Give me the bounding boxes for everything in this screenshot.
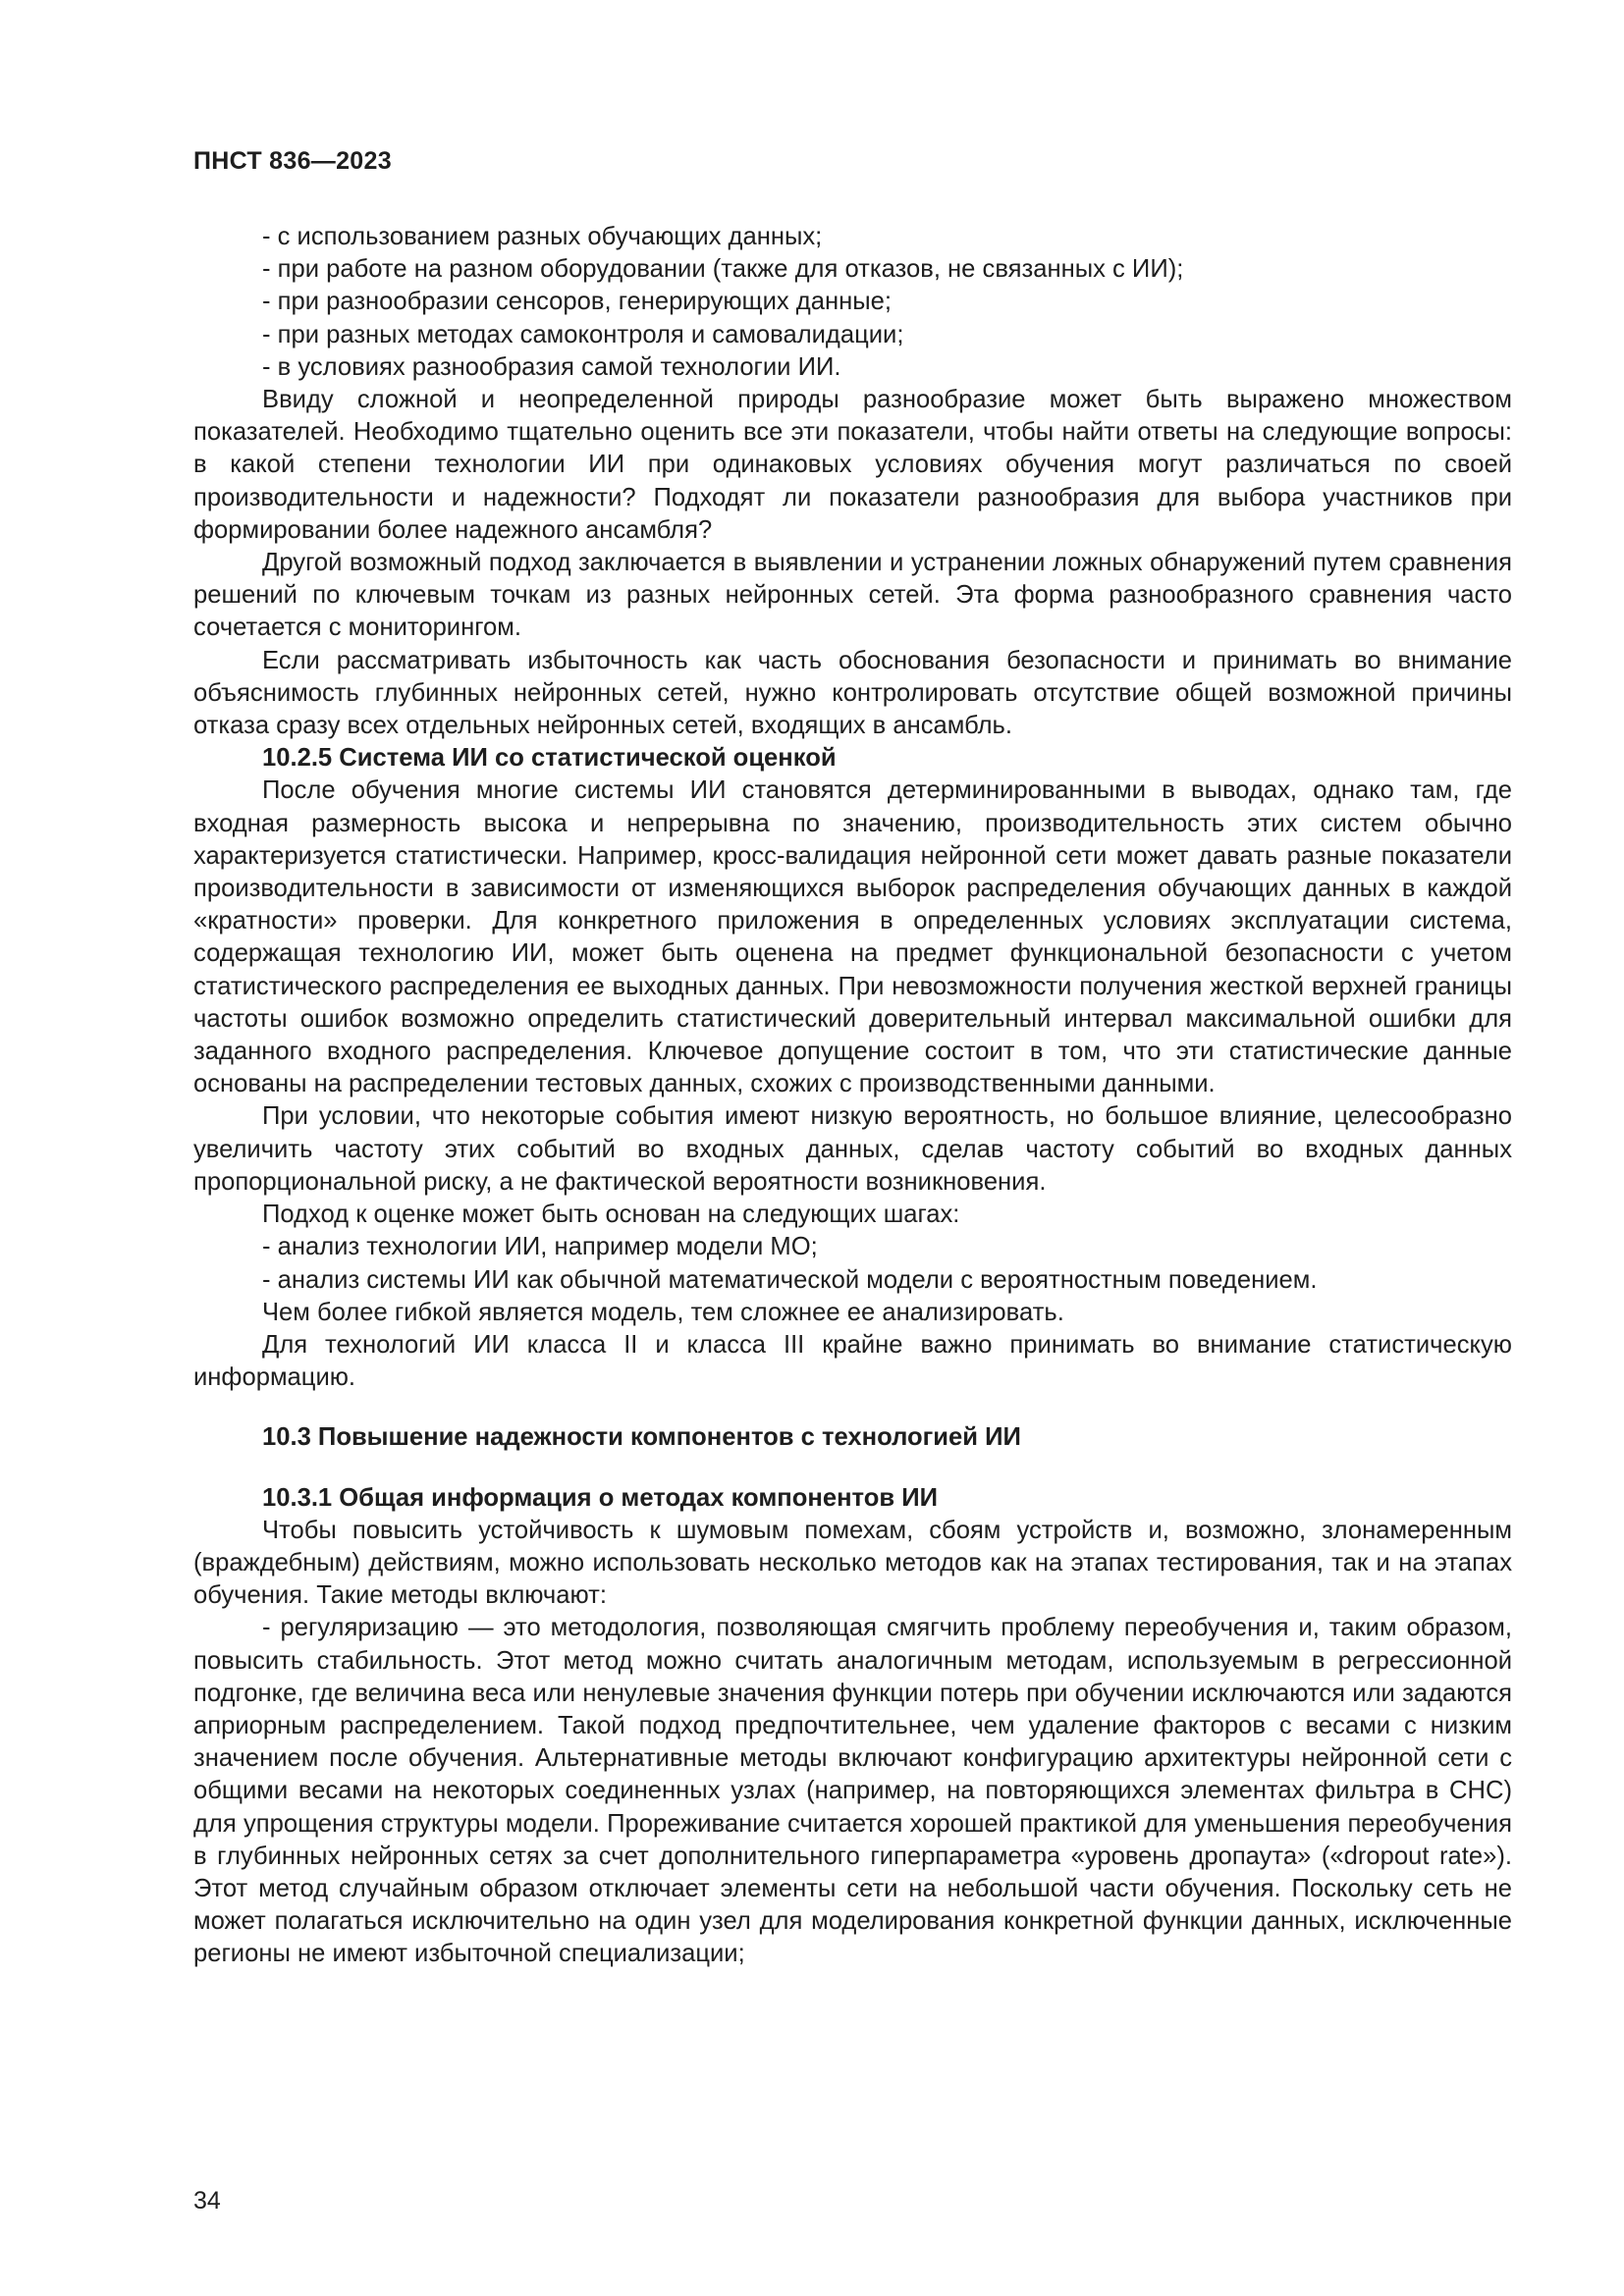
paragraph-statistics-4: Чем более гибкой является модель, тем сложнее ее анализировать. [262, 1298, 1064, 1326]
paragraph-approach: Другой возможный подход заключается в выявлении и устранении ложных обнаружений путем сравнения решений по ключевым точкам из разных нейронных сетей. Эта форма разнообразного сравнения часто сочетается с мониторингом. [193, 549, 1512, 642]
paragraph-methods: Чтобы повысить устойчивость к шумовым помехам, сбоям устройств и, возможно, злонамеренным (враждебным) действиям, можно использовать несколько методов как на этапах тестирования, так и на этапах обучения. Такие методы включают: [193, 1516, 1512, 1610]
paragraph-statistics-1: После обучения многие системы ИИ становятся детерминированными в выводах, однако там, где входная размерность высока и непрерывна по значению, производительность этих систем обычно характеризуется статистически. Например, кросс-валидация нейронной сети может давать разные показатели производительности в зависимости от изменяющихся выборок распределения обучающих данных в каждой «кратности» проверки. Для конкретного приложения в определенных условиях эксплуатации система, содержащая технологию ИИ, может быть оценена на предмет функциональной безопасности с учетом статистического распределения ее выходных данных. При невозможности получения жесткой верхней границы частоты ошибок возможно определить статистический доверительный интервал максимальной ошибки для заданного входного распределения. Ключевое допущение состоит в том, что эти статистические данные основаны на распределении тестовых данных, схожих с производственными данными. [193, 776, 1512, 1098]
paragraph-statistics-2: При условии, что некоторые события имеют низкую вероятность, но большое влияние, целесообразно увеличить частоту этих событий во входных данных, сделав частоту событий во входных данных пропорциональной риску, а не фактической вероятности возникновения. [193, 1102, 1512, 1196]
list-item: - анализ системы ИИ как обычной математической модели с вероятностным поведением. [262, 1265, 1318, 1294]
document-body [193, 221, 1512, 1971]
list-item: - при разнообразии сенсоров, генерирующих данные; [262, 288, 892, 316]
section-heading-10-3-1: 10.3.1 Общая информация о методах компонентов ИИ [262, 1483, 938, 1512]
list-item: - с использованием разных обучающих данных; [262, 223, 823, 250]
paragraph-redundancy: Если рассматривать избыточность как часть обоснования безопасности и принимать во внимание объяснимость глубинных нейронных сетей, нужно контролировать отсутствие общей возможной причины отказа сразу всех отдельных нейронных сетей, входящих в ансамбль. [193, 646, 1512, 740]
list-item: - при разных методах самоконтроля и самовалидации; [262, 320, 904, 348]
paragraph-statistics-5: Для технологий ИИ класса II и класса III крайне важно принимать во внимание статистическую информацию. [193, 1330, 1512, 1392]
section-heading-10-2-5: 10.2.5 Система ИИ со статистической оценкой [262, 744, 837, 773]
section-heading-10-3: 10.3 Повышение надежности компонентов с технологией ИИ [262, 1423, 1021, 1452]
document-header: ПНСТ 836—2023 [193, 147, 392, 175]
paragraph-statistics-3: Подход к оценке может быть основан на следующих шагах: [262, 1201, 960, 1229]
page-number: 34 [193, 2187, 221, 2215]
list-item: - в условиях разнообразия самой технологии ИИ. [262, 352, 841, 381]
list-item: - при работе на разном оборудовании (также для отказов, не связанных с ИИ); [262, 255, 1184, 284]
list-item: - анализ технологии ИИ, например модели МО; [262, 1233, 818, 1261]
paragraph-diversity: Ввиду сложной и неопределенной природы разнообразие может быть выражено множеством показателей. Необходимо тщательно оценить все эти показатели, чтобы найти ответы на следующие вопросы: в какой степени технологии ИИ при одинаковых условиях обучения могут различаться по своей производительности и надежности? Подходят ли показатели разнообразия для выбора участников при формировании более надежного ансамбля? [193, 386, 1512, 544]
paragraph-regularization: - регуляризацию — это методология, позволяющая смягчить проблему переобучения и, таким образом, повысить стабильность. Этот метод можно считать аналогичным методам, используемым в регрессионной подгонке, где величина веса или ненулевые значения функции потерь при обучении исключаются или задаются априорным распределением. Такой подход предпочтительнее, чем удаление факторов с весами с низким значением после обучения. Альтернативные методы включают конфигурацию архитектуры нейронной сети с общими весами на некоторых соединенных узлах (например, на повторяющихся элементах фильтра в СНС) для упрощения структуры модели. Прореживание считается хорошей практикой для уменьшения переобучения в глубинных нейронных сетях за счет дополнительного гиперпараметра «уровень дропаута» («dropout rate»). Этот метод случайным образом отключает элементы сети на небольшой части обучения. Поскольку сеть не может полагаться исключительно на один узел для моделирования конкретной функции данных, исключенные регионы не имеют избыточной специализации; [193, 1614, 1512, 1968]
